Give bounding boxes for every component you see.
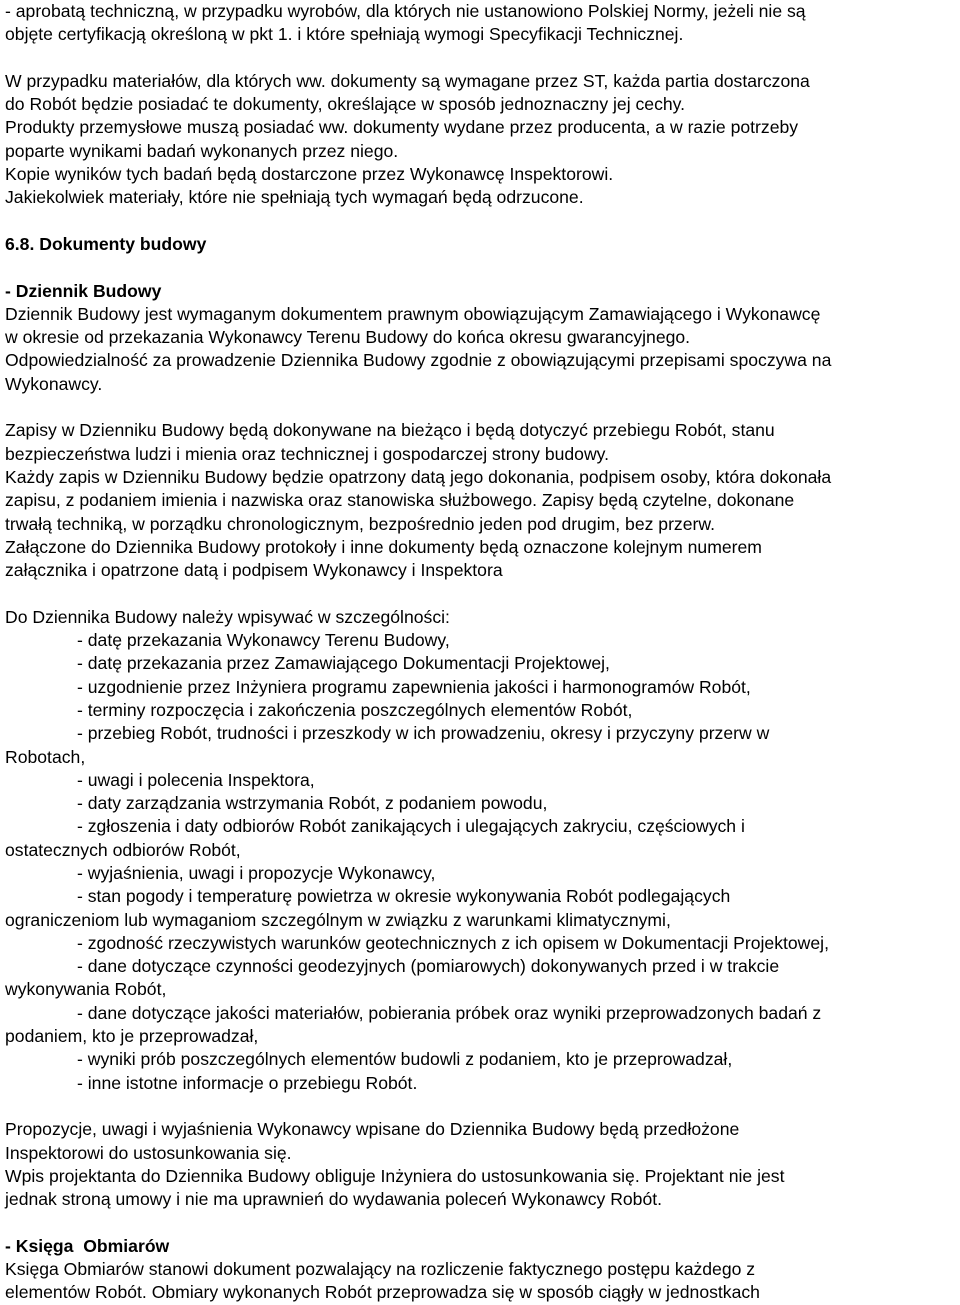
list-item-text: - zgodność rzeczywistych warunków geotechnicznych z ich opisem w Dokumentacji Projektowej, bbox=[77, 932, 829, 953]
dziennik-entries-list bbox=[5, 629, 955, 1095]
text-line: Odpowiedzialność za prowadzenie Dziennika Budowy zgodnie z obowiązującymi przepisami spoczywa na bbox=[5, 350, 832, 371]
list-item bbox=[5, 955, 955, 1002]
list-intro: Do Dziennika Budowy należy wpisywać w szczególności: bbox=[5, 606, 450, 627]
text-line: Księga Obmiarów stanowi dokument pozwalający na rozliczenie faktycznego postępu każdego z bbox=[5, 1259, 756, 1280]
text-line: do Robót będzie posiadać te dokumenty, określające w sposób jednoznaczny jej cechy. bbox=[5, 94, 686, 115]
list-item-text: - przebieg Robót, trudności i przeszkody w ich prowadzeniu, okresy i przyczyny przerw w bbox=[77, 723, 770, 744]
list-item-continuation: podaniem, kto je przeprowadzał, bbox=[5, 1026, 259, 1047]
text-line: trwałą techniką, w porządku chronologicznym, bezpośrednio jeden pod drugim, bez przerw. bbox=[5, 513, 715, 534]
list-item bbox=[5, 629, 955, 652]
text-line: Wykonawcy. bbox=[5, 373, 103, 394]
paragraph-propozycje bbox=[5, 1118, 955, 1211]
paragraph-ksiega bbox=[5, 1258, 955, 1305]
list-item bbox=[5, 1048, 955, 1071]
text-line: zapisu, z podaniem imienia i nazwiska oraz stanowiska służbowego. Zapisy będą czytelne, dokonane bbox=[5, 490, 795, 511]
list-item-continuation: wykonywania Robót, bbox=[5, 979, 167, 1000]
text-line: Produkty przemysłowe muszą posiadać ww. dokumenty wydane przez producenta, a w razie potrzeby bbox=[5, 117, 799, 138]
text-line: Zapisy w Dzienniku Budowy będą dokonywane na bieżąco i będą dotyczyć przebiegu Robót, stanu bbox=[5, 420, 775, 441]
text-line: Dziennik Budowy jest wymaganym dokumentem prawnym obowiązującym Zamawiającego i Wykonawcę bbox=[5, 303, 821, 324]
text-line: Inspektorowi do ustosunkowania się. bbox=[5, 1142, 292, 1163]
list-item-continuation: Robotach, bbox=[5, 746, 86, 767]
list-item-continuation: ostatecznych odbiorów Robót, bbox=[5, 839, 241, 860]
text-line: W przypadku materiałów, dla których ww. dokumenty są wymagane przez ST, każda partia dostarczona bbox=[5, 70, 810, 91]
text-line: w okresie od przekazania Wykonawcy Terenu Budowy do końca okresu gwarancyjnego. bbox=[5, 327, 691, 348]
list-item-text: - inne istotne informacje o przebiegu Robót. bbox=[77, 1072, 418, 1093]
text-line: załącznika i opatrzone datą i podpisem Wykonawcy i Inspektora bbox=[5, 560, 503, 581]
dziennik-budowy-heading: - Dziennik Budowy bbox=[5, 280, 162, 301]
list-item-text: - uzgodnienie przez Inżyniera programu zapewnienia jakości i harmonogramów Robót, bbox=[77, 676, 751, 697]
list-item-text: - uwagi i polecenia Inspektora, bbox=[77, 769, 315, 790]
text-line: Wpis projektanta do Dziennika Budowy obliguje Inżyniera do ustosunkowania się. Projektant nie jest bbox=[5, 1165, 785, 1186]
paragraph-zapisy bbox=[5, 419, 955, 582]
text-line: - aprobatą techniczną, w przypadku wyrobów, dla których nie ustanowiono Polskiej Normy, jeżeli nie są bbox=[5, 1, 806, 21]
list-item bbox=[5, 885, 955, 932]
list-item bbox=[5, 652, 955, 675]
list-item bbox=[5, 676, 955, 699]
list-item-text: - wyniki prób poszczególnych elementów budowli z podaniem, kto je przeprowadzał, bbox=[77, 1049, 733, 1070]
text-line: poparte wynikami badań wykonanych przez niego. bbox=[5, 140, 399, 161]
text-line: Propozycje, uwagi i wyjaśnienia Wykonawcy wpisane do Dziennika Budowy będą przedłożone bbox=[5, 1119, 740, 1140]
paragraph-dziennik-definicja bbox=[5, 303, 955, 396]
list-item bbox=[5, 1002, 955, 1049]
list-item-text: - wyjaśnienia, uwagi i propozycje Wykonawcy, bbox=[77, 862, 436, 883]
ksiega-obmiarow-heading: - Księga Obmiarów bbox=[5, 1235, 170, 1256]
list-item-text: - stan pogody i temperaturę powietrza w okresie wykonywania Robót podlegających bbox=[77, 886, 731, 907]
list-item bbox=[5, 722, 955, 769]
text-line: objęte certyfikacją określoną w pkt 1. i które spełniają wymogi Specyfikacji Technicznej. bbox=[5, 24, 684, 45]
text-line: Załączone do Dziennika Budowy protokoły i inne dokumenty będą oznaczone kolejnym numerem bbox=[5, 536, 762, 557]
list-item bbox=[5, 862, 955, 885]
text-line: elementów Robót. Obmiary wykonanych Robót przeprowadza się w sposób ciągły w jednostkach bbox=[5, 1282, 760, 1303]
text-line: jednak stroną umowy i nie ma uprawnień do wydawania poleceń Wykonawcy Robót. bbox=[5, 1189, 663, 1210]
document-page bbox=[5, 0, 955, 1305]
list-item-text: - datę przekazania przez Zamawiającego Dokumentacji Projektowej, bbox=[77, 653, 610, 674]
list-item bbox=[5, 932, 955, 955]
list-item-continuation: ograniczeniom lub wymaganiom szczególnym w związku z warunkami klimatycznymi, bbox=[5, 909, 671, 930]
list-item bbox=[5, 1072, 955, 1095]
list-item-text: - daty zarządzania wstrzymania Robót, z podaniem powodu, bbox=[77, 793, 548, 814]
list-item-text: - terminy rozpoczęcia i zakończenia poszczególnych elementów Robót, bbox=[77, 699, 633, 720]
text-line: Jakiekolwiek materiały, które nie spełniają tych wymagań będą odrzucone. bbox=[5, 187, 584, 208]
list-item-text: - datę przekazania Wykonawcy Terenu Budowy, bbox=[77, 630, 450, 651]
text-line: Kopie wyników tych badań będą dostarczone przez Wykonawcę Inspektorowi. bbox=[5, 164, 614, 185]
text-line: Każdy zapis w Dzienniku Budowy będzie opatrzony datą jego dokonania, podpisem osoby, która dokonała bbox=[5, 466, 832, 487]
list-item bbox=[5, 815, 955, 862]
list-item-text: - zgłoszenia i daty odbiorów Robót zanikających i ulegających zakryciu, częściowych i bbox=[77, 816, 745, 837]
list-item bbox=[5, 792, 955, 815]
paragraph-aprobata bbox=[5, 0, 955, 47]
text-line: bezpieczeństwa ludzi i mienia oraz technicznej i gospodarczej strony budowy. bbox=[5, 443, 610, 464]
section-heading: 6.8. Dokumenty budowy bbox=[5, 233, 207, 254]
list-item bbox=[5, 769, 955, 792]
list-item-text: - dane dotyczące jakości materiałów, pobierania próbek oraz wyniki przeprowadzonych badań z bbox=[77, 1002, 822, 1023]
list-item-text: - dane dotyczące czynności geodezyjnych (pomiarowych) dokonywanych przed i w trakcie bbox=[77, 956, 780, 977]
paragraph-materialy bbox=[5, 70, 955, 210]
list-item bbox=[5, 699, 955, 722]
